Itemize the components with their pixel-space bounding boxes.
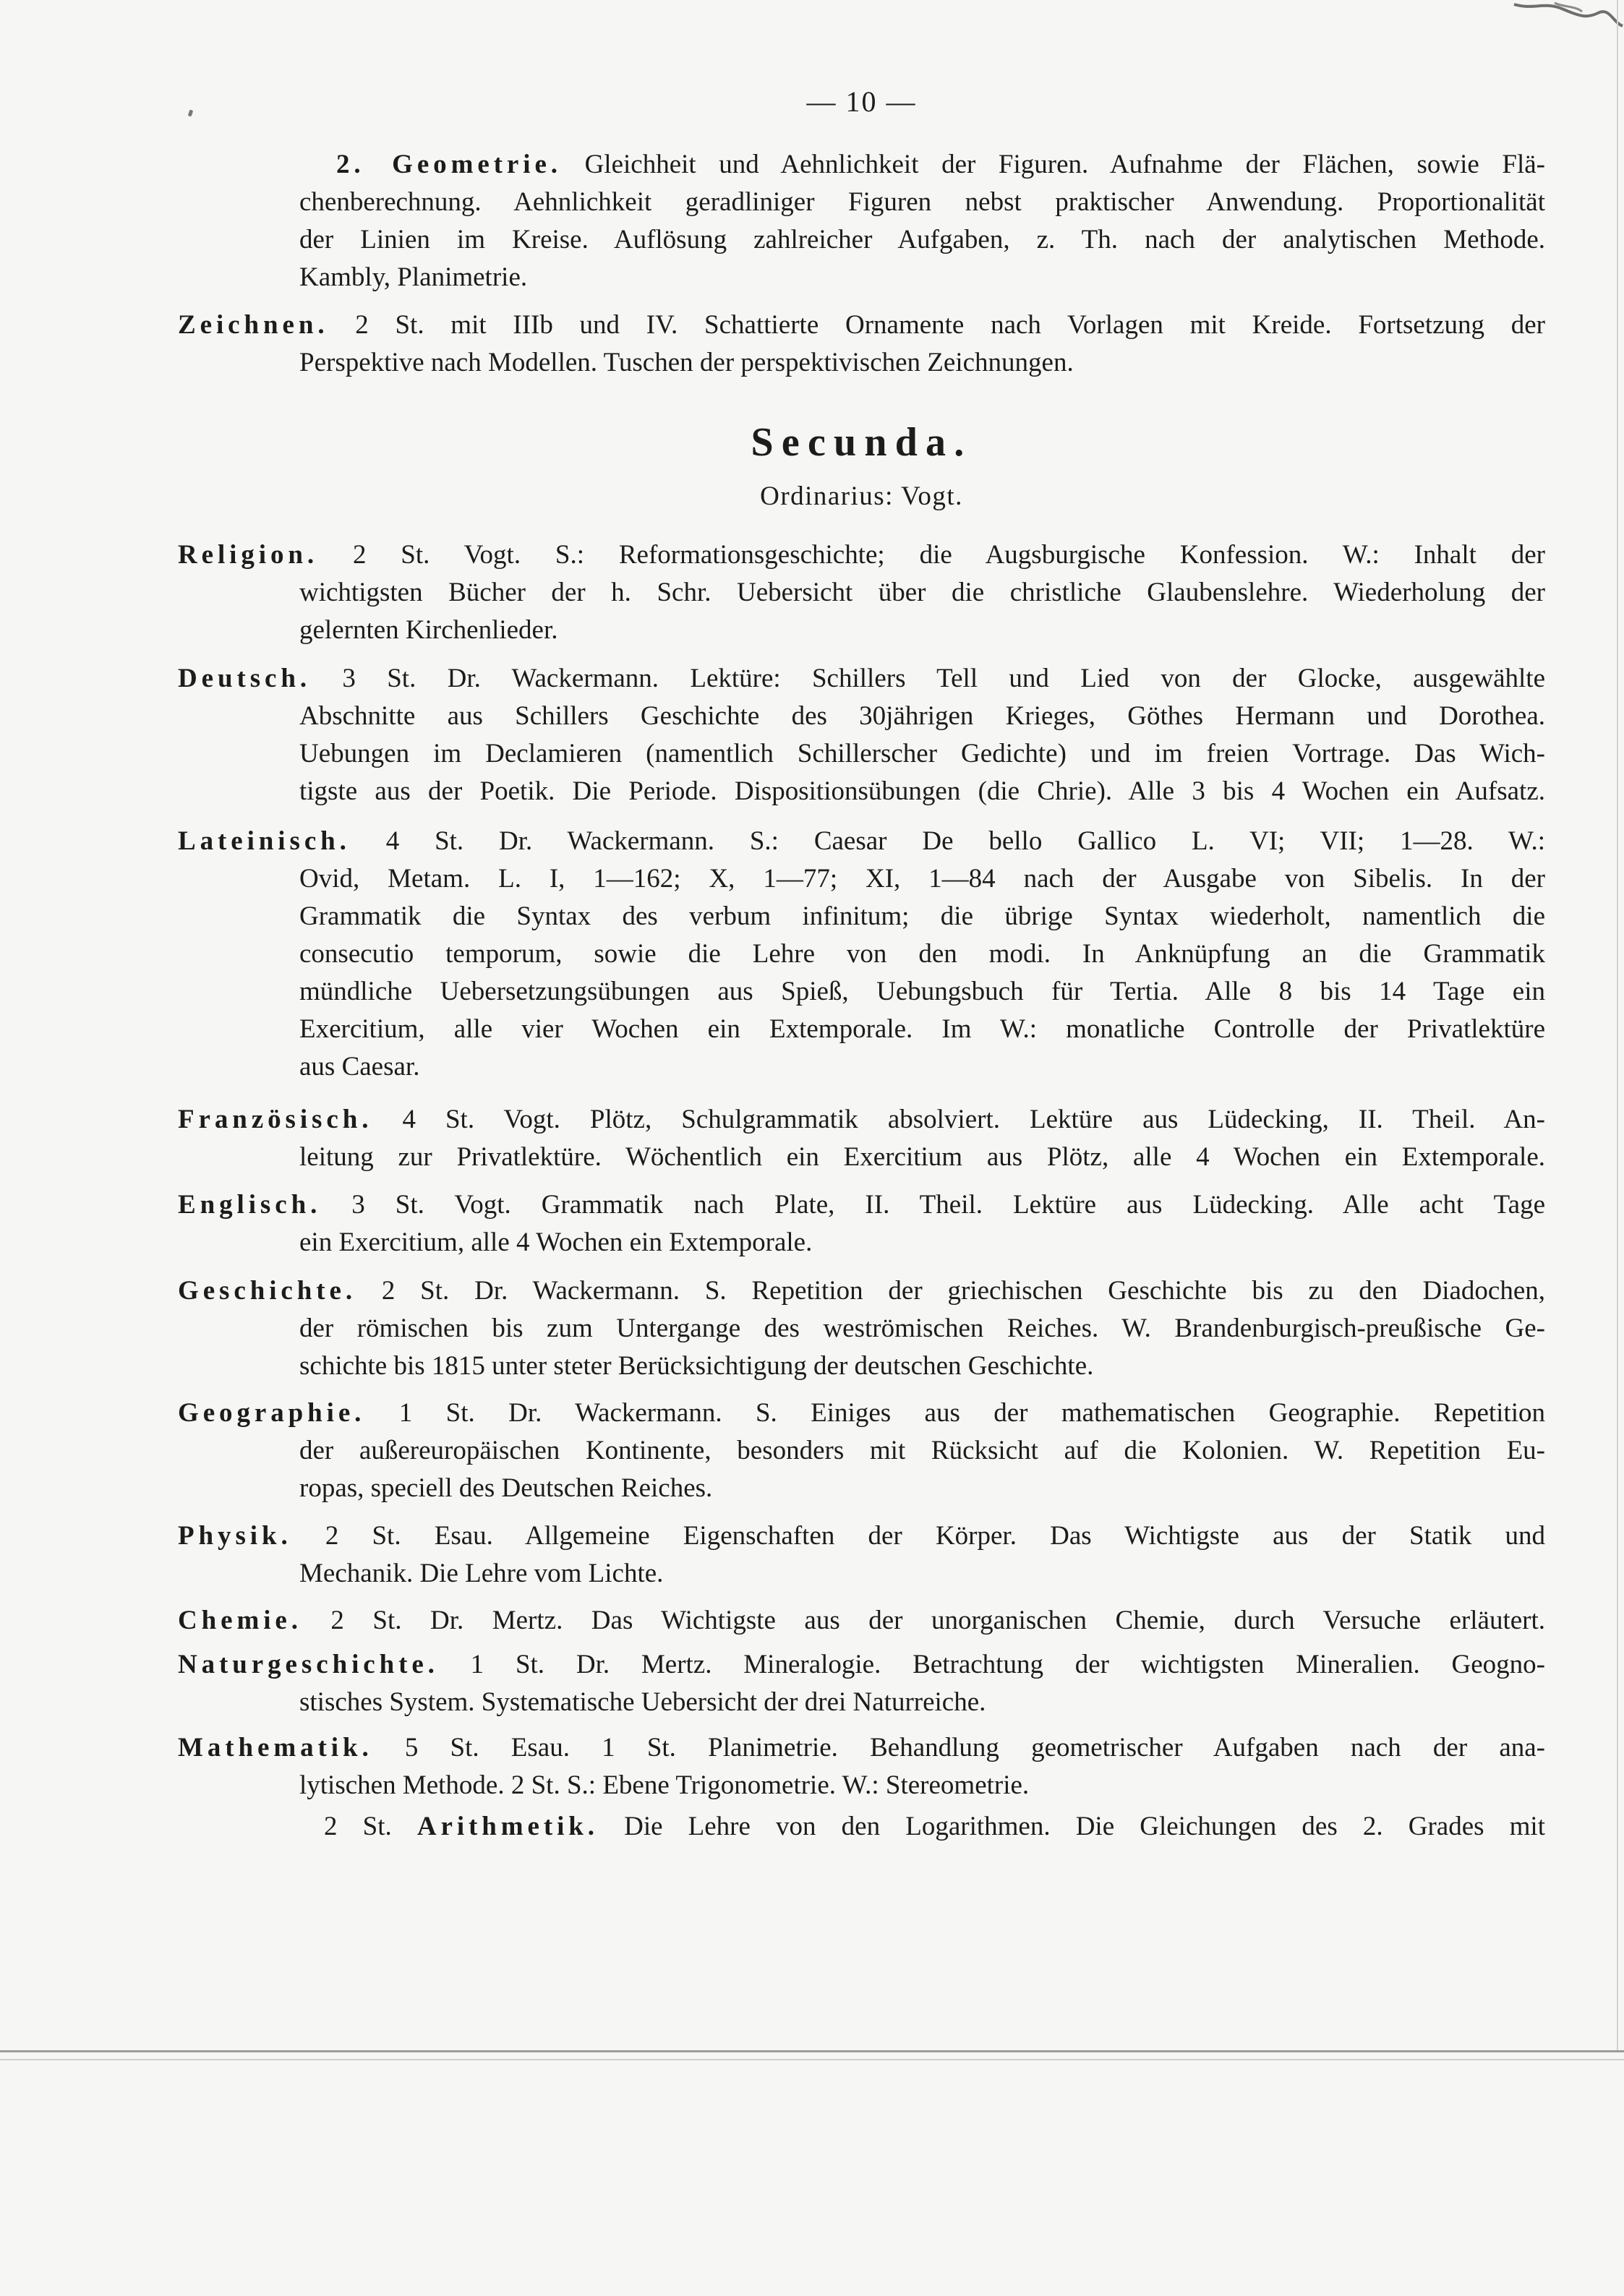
text-line xyxy=(178,1517,1545,1555)
subject-heading: Französisch. xyxy=(178,1105,373,1134)
text-line xyxy=(336,146,1545,184)
page-right-edge-line xyxy=(1617,0,1618,2050)
text-line: der römischen bis zum Untergange des weströmischen Reiches. W. Brandenburgisch-preußische Ge- xyxy=(299,1314,1545,1343)
text-line: Kambly, Planimetrie. xyxy=(299,262,528,292)
subject-heading: 2. Geometrie. xyxy=(336,150,562,179)
text-line: ropas, speciell des Deutschen Reiches. xyxy=(299,1473,713,1503)
hours-prefix: 2 St. xyxy=(324,1812,392,1841)
subject-heading: Physik. xyxy=(178,1521,292,1551)
text-line-content: 2 St. Vogt. S.: Reformationsgeschichte; die Augsburgische Konfession. W.: Inhalt der xyxy=(352,540,1546,570)
subject-chemie xyxy=(178,1602,1545,1640)
text-line xyxy=(178,1729,1545,1767)
text-line: Ovid, Metam. L. I, 1—162; X, 1—77; XI, 1—84 nach der Ausgabe von Sibelis. In der xyxy=(299,864,1545,894)
text-line: chenberechnung. Aehnlichkeit geradliniger Figuren nebst praktischer Anwendung. Proportionalität xyxy=(299,187,1545,217)
subject-deutsch xyxy=(178,660,1545,810)
text-line: Grammatik die Syntax des verbum infinitum; die übrige Syntax wiederholt, namentlich die xyxy=(299,901,1545,931)
text-line-content: 3 St. Vogt. Grammatik nach Plate, II. Theil. Lektüre aus Lüdecking. Alle acht Tage xyxy=(351,1190,1545,1220)
subject-religion xyxy=(178,536,1545,649)
text-line: Perspektive nach Modellen. Tuschen der perspektivischen Zeichnungen. xyxy=(299,348,1074,377)
text-line-content: 4 St. Dr. Wackermann. S.: Caesar De bello Gallico L. VI; VII; 1—28. W.: xyxy=(385,826,1546,856)
text-line-content: 1 St. Dr. Wackermann. S. Einiges aus der mathematischen Geographie. Repetition xyxy=(398,1398,1545,1428)
text-line-content: Die Lehre von den Logarithmen. Die Gleichungen des 2. Grades mit xyxy=(624,1812,1545,1841)
text-line: ein Exercitium, alle 4 Wochen ein Extemporale. xyxy=(299,1228,813,1257)
subject-physik xyxy=(178,1517,1545,1593)
text-line xyxy=(178,1602,1545,1640)
text-line xyxy=(324,1808,1545,1846)
subject-heading: Deutsch. xyxy=(178,664,312,693)
text-line: lytischen Methode. 2 St. S.: Ebene Trigonometrie. W.: Stereometrie. xyxy=(299,1770,1030,1800)
text-line-content: 2 St. Dr. Wackermann. S. Repetition der griechischen Geschichte bis zu den Diadochen, xyxy=(381,1276,1546,1306)
text-line xyxy=(178,660,1545,698)
text-line xyxy=(178,823,1545,860)
text-line: mündliche Uebersetzungsübungen aus Spieß, Uebungsbuch für Tertia. Alle 8 bis 14 Tage ein xyxy=(299,977,1545,1006)
text-column xyxy=(178,0,1545,2296)
subject-lateinisch xyxy=(178,823,1545,1086)
text-line xyxy=(178,1186,1545,1224)
page-number: — 10 — xyxy=(806,85,917,118)
subject-heading: Arithmetik. xyxy=(416,1812,599,1841)
subject-heading: Lateinisch. xyxy=(178,826,351,856)
subject-englisch xyxy=(178,1186,1545,1261)
subject-geometrie xyxy=(178,146,1545,296)
text-line-content: 2 St. Esau. Allgemeine Eigenschaften der Körper. Das Wichtigste aus der Statik und xyxy=(325,1521,1546,1551)
text-line: leitung zur Privatlektüre. Wöchentlich ein Exercitium aus Plötz, alle 4 Wochen ein Extemporale. xyxy=(299,1142,1545,1172)
text-line: schichte bis 1815 unter steter Berücksichtigung der deutschen Geschichte. xyxy=(299,1351,1094,1381)
text-line-content: Gleichheit und Aehnlichkeit der Figuren. Aufnahme der Flächen, sowie Flä- xyxy=(584,150,1545,179)
subject-heading: Zeichnen. xyxy=(178,310,329,340)
text-line: stisches System. Systematische Uebersicht der drei Naturreiche. xyxy=(299,1687,986,1717)
subject-geschichte xyxy=(178,1272,1545,1385)
text-line: tigste aus der Poetik. Die Periode. Dispositionsübungen (die Chrie). Alle 3 bis 4 Wochen ein Aufsatz. xyxy=(299,776,1545,806)
subject-mathematik xyxy=(178,1729,1545,1804)
text-line-content: 2 St. Dr. Mertz. Das Wichtigste aus der unorganischen Chemie, durch Versuche erläutert. xyxy=(330,1606,1545,1635)
text-line xyxy=(178,1395,1545,1432)
text-line: wichtigsten Bücher der h. Schr. Uebersicht über die christliche Glaubenslehre. Wiederholung der xyxy=(299,578,1545,607)
subject-heading: Chemie. xyxy=(178,1606,302,1635)
subject-heading: Naturgeschichte. xyxy=(178,1650,439,1679)
text-line-content: 4 St. Vogt. Plötz, Schulgrammatik absolviert. Lektüre aus Lüdecking, II. Theil. An- xyxy=(402,1105,1546,1134)
subject-heading: Mathematik. xyxy=(178,1733,373,1762)
text-line: aus Caesar. xyxy=(299,1052,420,1081)
text-line-content: 3 St. Dr. Wackermann. Lektüre: Schillers Tell und Lied von der Glocke, ausgewählte xyxy=(342,664,1546,693)
subject-heading: Englisch. xyxy=(178,1190,322,1220)
text-line-content: 1 St. Dr. Mertz. Mineralogie. Betrachtung der wichtigsten Mineralien. Geogno- xyxy=(470,1650,1545,1679)
subject-franzoesisch xyxy=(178,1101,1545,1176)
text-line: Mechanik. Die Lehre vom Lichte. xyxy=(299,1559,664,1588)
text-line xyxy=(178,1272,1545,1310)
text-line: gelernten Kirchenlieder. xyxy=(299,615,558,645)
section-title: Secunda. xyxy=(751,420,973,465)
subject-arithmetik xyxy=(178,1808,1545,1846)
text-line xyxy=(178,307,1545,344)
ordinarius-line: Ordinarius: Vogt. xyxy=(760,481,963,511)
text-line-content: 2 St. mit IIIb und IV. Schattierte Ornamente nach Vorlagen mit Kreide. Fortsetzung der xyxy=(355,310,1545,340)
text-line xyxy=(178,1646,1545,1684)
subject-geographie xyxy=(178,1395,1545,1507)
text-line-content: 5 St. Esau. 1 St. Planimetrie. Behandlung geometrischer Aufgaben nach der ana- xyxy=(404,1733,1545,1762)
text-line: der außereuropäischen Kontinente, besonders mit Rücksicht auf die Kolonien. W. Repetition Eu- xyxy=(299,1436,1545,1465)
subject-heading: Religion. xyxy=(178,540,319,570)
text-line: Uebungen im Declamieren (namentlich Schillerscher Gedichte) und im freien Vortrage. Das Wich- xyxy=(299,739,1545,768)
subject-heading: Geographie. xyxy=(178,1398,366,1428)
subject-naturgeschichte xyxy=(178,1646,1545,1721)
text-line: consecutio temporum, sowie die Lehre von den modi. In Anknüpfung an die Grammatik xyxy=(299,939,1545,969)
subject-heading: Geschichte. xyxy=(178,1276,356,1306)
text-line xyxy=(178,536,1545,574)
text-line: Exercitium, alle vier Wochen ein Extemporale. Im W.: monatliche Controlle der Privatlektüre xyxy=(299,1014,1545,1044)
text-line: Abschnitte aus Schillers Geschichte des 30jährigen Krieges, Göthes Hermann und Dorothea. xyxy=(299,701,1545,731)
text-line xyxy=(178,1101,1545,1139)
text-line: der Linien im Kreise. Auflösung zahlreicher Aufgaben, z. Th. nach der analytischen Methode. xyxy=(299,225,1545,254)
subject-zeichnen xyxy=(178,307,1545,382)
